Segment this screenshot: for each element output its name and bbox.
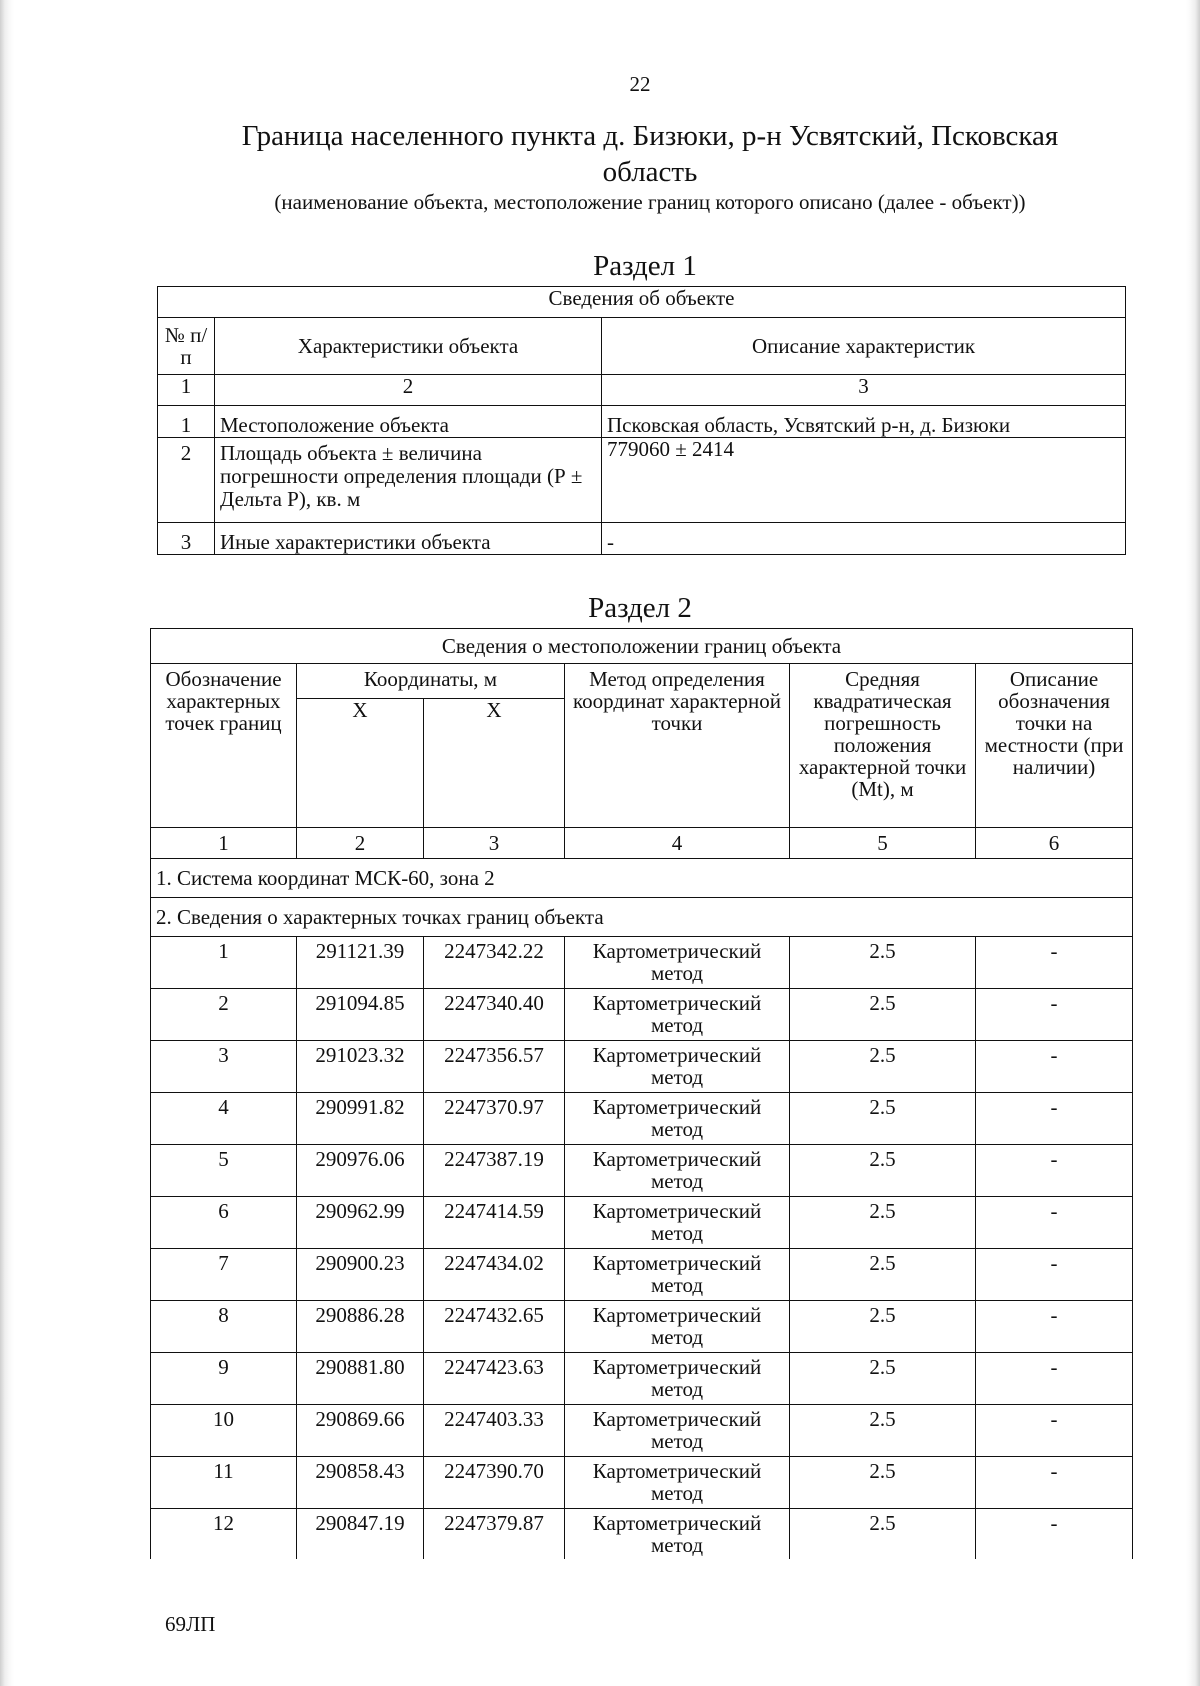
point-y: 2247356.57 [444,1043,544,1067]
col-header-num: № п/п [158,318,215,375]
point-method-cell [565,1197,790,1249]
table-row [151,1197,1133,1249]
point-y-cell [424,1197,565,1249]
point-method-cell [565,1353,790,1405]
point-y-cell [424,1145,565,1197]
point-x-cell [297,1509,424,1560]
col-number: 2 [297,828,424,859]
point-mt-cell [790,1041,976,1093]
point-method: Картометрический метод [592,991,762,1037]
col-number: 6 [976,828,1133,859]
table-row [151,1093,1133,1145]
point-id-cell [151,1457,297,1509]
footer-code: 69ЛП [165,1612,216,1636]
point-y: 2247342.22 [444,939,544,963]
row-name: Иные характеристики объекта [215,523,602,555]
point-x: 290991.82 [315,1095,405,1119]
point-id: 10 [213,1407,234,1431]
point-y-cell [424,1041,565,1093]
point-desc: - [1050,1459,1058,1483]
point-y: 2247387.19 [444,1147,544,1171]
point-y: 2247370.97 [444,1095,544,1119]
point-x: 290881.80 [315,1355,405,1379]
point-id: 1 [218,939,229,963]
point-x: 290858.43 [315,1459,405,1483]
point-desc-cell [976,1301,1133,1353]
table-row [151,1353,1133,1405]
point-mt: 2.5 [869,1199,896,1223]
row-num: 2 [158,438,215,523]
header-x: X [424,699,565,828]
point-y: 2247432.65 [444,1303,544,1327]
point-id-cell [151,1197,297,1249]
point-method: Картометрический метод [592,939,762,985]
point-mt-cell [790,1353,976,1405]
point-desc-cell [976,1509,1133,1560]
table-row [158,406,1126,438]
row-value: Псковская область, Усвятский р-н, д. Бизюки [602,406,1126,438]
point-desc-cell [976,989,1133,1041]
point-id: 2 [218,991,229,1015]
col-number: 3 [602,375,1126,406]
point-id: 8 [218,1303,229,1327]
point-desc-cell [976,1145,1133,1197]
point-x: 290962.99 [315,1199,405,1223]
table-row [151,1457,1133,1509]
point-id: 12 [213,1511,234,1535]
point-y: 2247390.70 [444,1459,544,1483]
point-method-cell [565,1145,790,1197]
section1-title: Раздел 1 [593,250,697,282]
document-subtitle: (наименование объекта, местоположение границ которого описано (далее - объект)) [274,190,1026,214]
point-y-cell [424,1405,565,1457]
col-header-description: Описание характеристик [602,318,1126,375]
section2-title: Раздел 2 [588,592,692,624]
point-mt: 2.5 [869,1147,896,1171]
point-method: Картометрический метод [592,1199,762,1245]
point-id-cell [151,1145,297,1197]
point-method: Картометрический метод [592,1095,762,1141]
point-x-cell [297,1353,424,1405]
point-desc: - [1050,939,1058,963]
point-y: 2247423.63 [444,1355,544,1379]
table-row [151,1405,1133,1457]
col-number: 1 [158,375,215,406]
point-id-cell [151,1249,297,1301]
point-method: Картометрический метод [592,1407,762,1453]
point-id-cell [151,937,297,989]
header-desc: Описание обозначения точки на местности (при наличии) [976,664,1133,828]
point-mt-cell [790,1197,976,1249]
point-mt-cell [790,1405,976,1457]
point-mt: 2.5 [869,1303,896,1327]
point-mt: 2.5 [869,1355,896,1379]
point-y-cell [424,1301,565,1353]
point-y-cell [424,937,565,989]
point-method: Картометрический метод [592,1303,762,1349]
point-desc-cell [976,1093,1133,1145]
point-desc: - [1050,1199,1058,1223]
point-mt-cell [790,1301,976,1353]
point-desc: - [1050,1147,1058,1171]
table-row [151,989,1133,1041]
point-x-cell [297,1301,424,1353]
point-method: Картометрический метод [592,1459,762,1505]
points-title: 2. Сведения о характерных точках границ объекта [151,898,1133,937]
point-id-cell [151,1353,297,1405]
point-mt: 2.5 [869,1043,896,1067]
point-x: 291094.85 [315,991,405,1015]
point-mt: 2.5 [869,1511,896,1535]
point-desc: - [1050,991,1058,1015]
point-id: 4 [218,1095,229,1119]
section2-table [150,628,1133,1559]
point-method: Картометрический метод [592,1511,762,1557]
point-mt-cell [790,1249,976,1301]
point-y-cell [424,989,565,1041]
point-method-cell [565,1093,790,1145]
point-id: 3 [218,1043,229,1067]
header-coords: Координаты, м [297,664,565,699]
point-mt: 2.5 [869,1407,896,1431]
point-mt: 2.5 [869,1095,896,1119]
point-id-cell [151,1041,297,1093]
table-row [151,1509,1133,1560]
point-desc-cell [976,1249,1133,1301]
point-mt-cell [790,1457,976,1509]
table-row [151,1249,1133,1301]
row-value: - [602,523,1126,555]
point-y-cell [424,1457,565,1509]
point-desc: - [1050,1511,1058,1535]
point-desc: - [1050,1043,1058,1067]
point-x-cell [297,1145,424,1197]
col-number: 5 [790,828,976,859]
point-desc-cell [976,1041,1133,1093]
point-x: 290900.23 [315,1251,405,1275]
point-y-cell [424,1509,565,1560]
point-id: 9 [218,1355,229,1379]
point-method: Картометрический метод [592,1043,762,1089]
point-y-cell [424,1249,565,1301]
point-mt-cell [790,937,976,989]
point-id: 11 [213,1459,234,1483]
point-desc: - [1050,1303,1058,1327]
point-mt-cell [790,1093,976,1145]
point-method-cell [565,1457,790,1509]
point-x-cell [297,1457,424,1509]
point-mt-cell [790,1145,976,1197]
point-x: 290976.06 [315,1147,405,1171]
point-method-cell [565,1509,790,1560]
point-method-cell [565,989,790,1041]
point-x-cell [297,989,424,1041]
scan-edge-right [1186,0,1200,1686]
point-x: 291121.39 [315,939,405,963]
point-method: Картометрический метод [592,1355,762,1401]
header-method: Метод определения координат характерной точки [565,664,790,828]
page-number: 22 [629,72,651,96]
col-header-characteristics: Характеристики объекта [215,318,602,375]
point-y: 2247434.02 [444,1251,544,1275]
point-desc-cell [976,1405,1133,1457]
point-y: 2247414.59 [444,1199,544,1223]
col-number: 3 [424,828,565,859]
point-desc: - [1050,1251,1058,1275]
point-id-cell [151,1405,297,1457]
point-id-cell [151,989,297,1041]
header-x: X [297,699,424,828]
point-mt: 2.5 [869,1459,896,1483]
col-number: 4 [565,828,790,859]
row-value: 779060 ± 2414 [602,438,1126,523]
point-desc: - [1050,1407,1058,1431]
point-x: 290869.66 [315,1407,405,1431]
point-method: Картометрический метод [592,1147,762,1193]
row-name: Местоположение объекта [215,406,602,438]
point-method-cell [565,937,790,989]
point-id: 7 [218,1251,229,1275]
header-error: Средняя квадратическая погрешность положения характерной точки (Mt), м [790,664,976,828]
col-number: 2 [215,375,602,406]
point-id-cell [151,1301,297,1353]
point-y-cell [424,1353,565,1405]
table-row [158,438,1126,523]
section2-table-title: Сведения о местоположении границ объекта [151,629,1133,664]
section1-table [157,286,1126,555]
table-row [158,523,1126,555]
header-point: Обозначение характерных точек границ [151,664,297,828]
point-y: 2247403.33 [444,1407,544,1431]
point-id-cell [151,1093,297,1145]
point-x-cell [297,1405,424,1457]
point-mt: 2.5 [869,1251,896,1275]
point-y-cell [424,1093,565,1145]
row-name: Площадь объекта ± величина погрешности определения площади (Р ± Дельта Р), кв. м [215,438,602,523]
scan-edge-left [0,0,14,1686]
point-x-cell [297,1249,424,1301]
point-x: 291023.32 [315,1043,405,1067]
points-body [151,937,1133,1560]
title-line-2: область [602,156,698,188]
point-id: 5 [218,1147,229,1171]
point-id-cell [151,1509,297,1560]
point-method: Картометрический метод [592,1251,762,1297]
point-method-cell [565,1405,790,1457]
point-desc: - [1050,1095,1058,1119]
point-x-cell [297,1041,424,1093]
point-mt-cell [790,1509,976,1560]
coord-system: 1. Система координат МСК-60, зона 2 [151,859,1133,898]
point-x-cell [297,1197,424,1249]
point-desc-cell [976,1457,1133,1509]
col-number: 1 [151,828,297,859]
point-x-cell [297,1093,424,1145]
point-method-cell [565,1301,790,1353]
point-method-cell [565,1249,790,1301]
point-mt: 2.5 [869,939,896,963]
table-row [151,937,1133,989]
point-id: 6 [218,1199,229,1223]
point-desc: - [1050,1355,1058,1379]
table-row [151,1145,1133,1197]
point-x: 290886.28 [315,1303,405,1327]
point-desc-cell [976,1353,1133,1405]
point-mt-cell [790,989,976,1041]
point-x: 290847.19 [315,1511,405,1535]
document-title [150,118,1150,190]
point-x-cell [297,937,424,989]
table-row [151,1041,1133,1093]
row-num: 3 [158,523,215,555]
point-desc-cell [976,1197,1133,1249]
point-mt: 2.5 [869,991,896,1015]
point-method-cell [565,1041,790,1093]
point-desc-cell [976,937,1133,989]
row-num: 1 [158,406,215,438]
point-y: 2247340.40 [444,991,544,1015]
section1-table-title: Сведения об объекте [158,287,1126,318]
title-line-1: Граница населенного пункта д. Бизюки, р-н Усвятский, Псковская [241,120,1059,152]
point-y: 2247379.87 [444,1511,544,1535]
table-row [151,1301,1133,1353]
